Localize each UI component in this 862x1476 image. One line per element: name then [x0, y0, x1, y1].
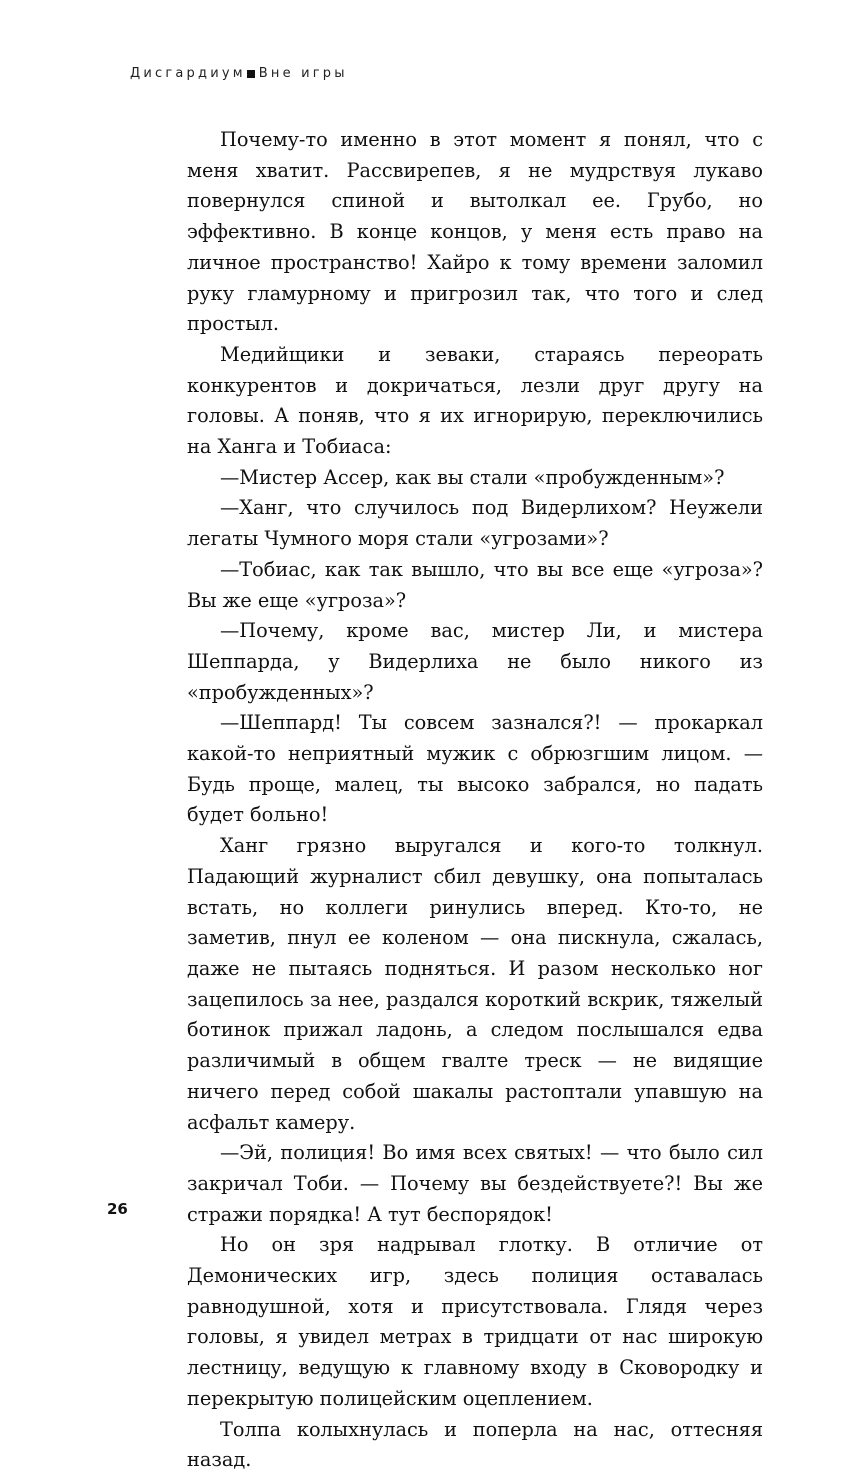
- body-text: [187, 125, 763, 1476]
- paragraph: —Ханг, что случилось под Видерлихом? Неужели легаты Чумного моря стали «угрозами»?: [187, 496, 763, 551]
- paragraph: —Почему, кроме вас, мистер Ли, и мистера Шеппарда, у Видерлиха не было никого из «пробужденных»?: [187, 619, 763, 704]
- paragraph: —Шеппард! Ты совсем зазнался?! — прокаркал какой-то неприятный мужик с обрюзгшим лицом. — Будь проще, малец, ты высоко забрался, но падать будет больно!: [187, 711, 763, 827]
- paragraph: Но он зря надрывал глотку. В отличие от Демонических игр, здесь полиция оставалась равнодушной, хотя и присутствовала. Глядя через головы, я увидел метрах в тридцати от нас широкую лестницу, ведущую к главному входу в Сковородку и перекрытую полицейским оцеплением.: [187, 1233, 763, 1410]
- paragraph: Почему-то именно в этот момент я понял, что с меня хватит. Рассвирепев, я не мудрствуя лукаво повернулся спиной и вытолкал ее. Грубо, но эффективно. В конце концов, у меня есть право на личное пространство! Хайро к тому времени заломил руку гламурному и пригрозил так, что того и след простыл.: [187, 128, 763, 336]
- paragraph: Толпа колыхнулась и поперла на нас, оттесняя назад.: [187, 1417, 763, 1472]
- paragraph: —Эй, полиция! Во имя всех святых! — что было сил закричал Тоби. — Почему вы бездействуете?! Вы же стражи порядка! А тут беспорядок!: [187, 1141, 763, 1226]
- page-number: 26: [107, 1200, 128, 1218]
- running-header: [130, 66, 348, 81]
- paragraph: Медийщики и зеваки, стараясь переорать конкурентов и докричаться, лезли друг другу на головы. А поняв, что я их игнорирую, переключились на Ханга и Тобиаса:: [187, 342, 763, 459]
- book-title: Дисгардиум: [130, 66, 246, 81]
- paragraph: —Мистер Ассер, как вы стали «пробужденным»?: [220, 465, 725, 489]
- paragraph: Ханг грязно выругался и кого-то толкнул. Падающий журналист сбил девушку, она попыталась встать, но коллеги ринулись вперед. Кто-то, не заметив, пнул ее коленом — она пискнула, сжалась, даже не пытаясь подняться. И разом несколько ног зацепилось за нее, раздался короткий вскрик, тяжелый ботинок прижал ладонь, а следом послышался едва различимый в общем гвалте треск — не видящие ничего перед собой шакалы растоптали упавшую на асфальт камеру.: [187, 834, 763, 1134]
- black-square-icon: [247, 70, 255, 78]
- chapter-title: Вне игры: [258, 66, 348, 81]
- paragraph: —Тобиас, как так вышло, что вы все еще «угроза»? Вы же еще «угроза»?: [187, 557, 763, 612]
